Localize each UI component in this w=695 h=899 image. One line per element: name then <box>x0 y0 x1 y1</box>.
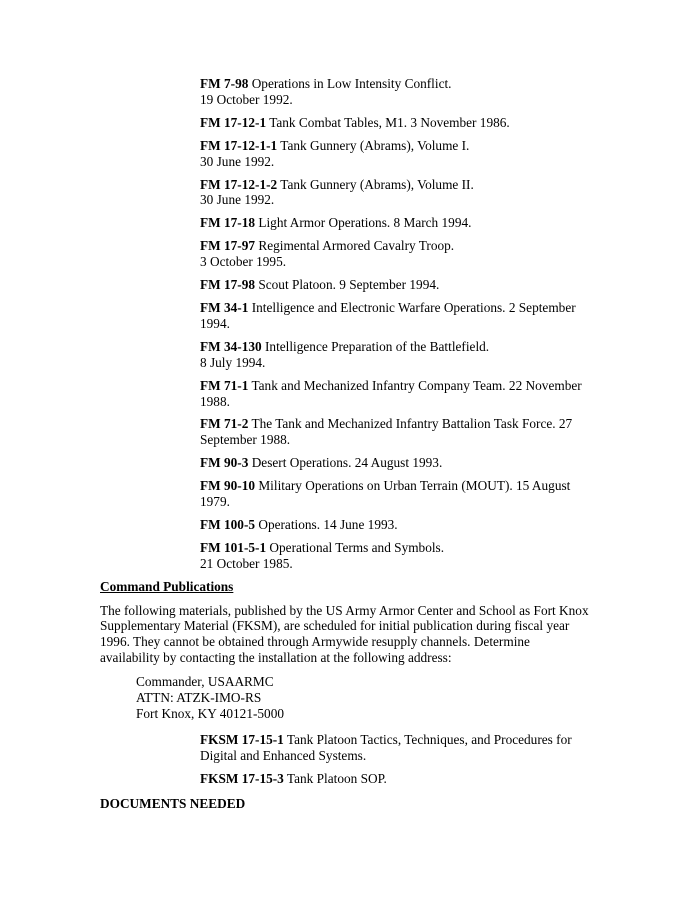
fm-entry-id: FM 101-5-1 <box>200 539 267 555</box>
fksm-entry: FKSM 17-15-1 Tank Platoon Tactics, Techniques, and Procedures for Digital and Enhanced Systems. <box>200 731 572 763</box>
fm-reference-list <box>200 76 593 572</box>
fksm-entry: FKSM 17-15-3 Tank Platoon SOP. <box>200 770 387 786</box>
fm-entry-id: FM 90-10 <box>200 478 256 494</box>
fm-entry-id: FM 17-97 <box>200 238 256 254</box>
address-block <box>136 674 593 722</box>
fm-entry-id: FM 34-1 <box>200 299 249 315</box>
fm-entry: FM 17-18 Light Armor Operations. 8 March 1994. <box>200 215 472 231</box>
fm-entry: FM 34-130 Intelligence Preparation of the Battlefield. 8 July 1994. <box>200 338 490 370</box>
fm-entry: FM 17-98 Scout Platoon. 9 September 1994. <box>200 277 440 293</box>
fm-entry: FM 17-97 Regimental Armored Cavalry Troop. 3 October 1995. <box>200 238 455 270</box>
fm-entry: FM 90-3 Desert Operations. 24 August 1993. <box>200 455 443 471</box>
fm-entry-id: FM 71-1 <box>200 377 249 393</box>
fm-entry-id: FM 90-3 <box>200 455 249 471</box>
fm-entry: FM 71-2 The Tank and Mechanized Infantry Battalion Task Force. 27 September 1988. <box>200 416 573 448</box>
address-line: ATTN: ATZK-IMO-RS <box>136 690 262 706</box>
fm-entry-id: FM 71-2 <box>200 416 249 432</box>
fm-entry: FM 71-1 Tank and Mechanized Infantry Company Team. 22 November 1988. <box>200 377 582 409</box>
fm-entry-id: FM 17-18 <box>200 215 256 231</box>
fm-entry-id: FM 17-12-1-2 <box>200 176 278 192</box>
command-publications-heading: Command Publications <box>100 578 234 594</box>
fm-entry-id: FM 34-130 <box>200 338 262 354</box>
fm-entry-id: FM 7-98 <box>200 76 249 91</box>
fm-entry: FM 34-1 Intelligence and Electronic Warfare Operations. 2 September 1994. <box>200 299 576 331</box>
fm-entry: FM 7-98 Operations in Low Intensity Conflict. 19 October 1992. <box>200 76 452 107</box>
fm-entry: FM 100-5 Operations. 14 June 1993. <box>200 516 398 532</box>
fm-entry-id: FM 17-98 <box>200 277 256 293</box>
command-publications-paragraph: The following materials, published by the US Army Armor Center and School as Fort Knox Supplementary Material (FKSM), are scheduled for initial publication during fiscal year 1996. They cannot be obtained through Armywide resupply channels. Determine availability by contacting the installation at the following address: <box>100 602 589 666</box>
fm-entry: FM 90-10 Military Operations on Urban Terrain (MOUT). 15 August 1979. <box>200 478 571 510</box>
fksm-list <box>200 732 593 787</box>
fm-entry-id: FM 100-5 <box>200 516 256 532</box>
documents-needed-heading: DOCUMENTS NEEDED <box>100 795 246 811</box>
fm-entry-id: FM 17-12-1 <box>200 114 267 130</box>
fm-entry: FM 101-5-1 Operational Terms and Symbols. 21 October 1985. <box>200 539 445 571</box>
fksm-entry-id: FKSM 17-15-1 <box>200 731 284 747</box>
fm-entry: FM 17-12-1-1 Tank Gunnery (Abrams), Volume I. 30 June 1992. <box>200 137 470 169</box>
fm-entry: FM 17-12-1-2 Tank Gunnery (Abrams), Volume II. 30 June 1992. <box>200 176 474 208</box>
fm-entry: FM 17-12-1 Tank Combat Tables, M1. 3 November 1986. <box>200 114 510 130</box>
address-line: Fort Knox, KY 40121-5000 <box>136 706 284 721</box>
address-line: Commander, USAARMC <box>136 674 274 690</box>
fm-entry-id: FM 17-12-1-1 <box>200 137 278 153</box>
fksm-entry-id: FKSM 17-15-3 <box>200 770 284 786</box>
